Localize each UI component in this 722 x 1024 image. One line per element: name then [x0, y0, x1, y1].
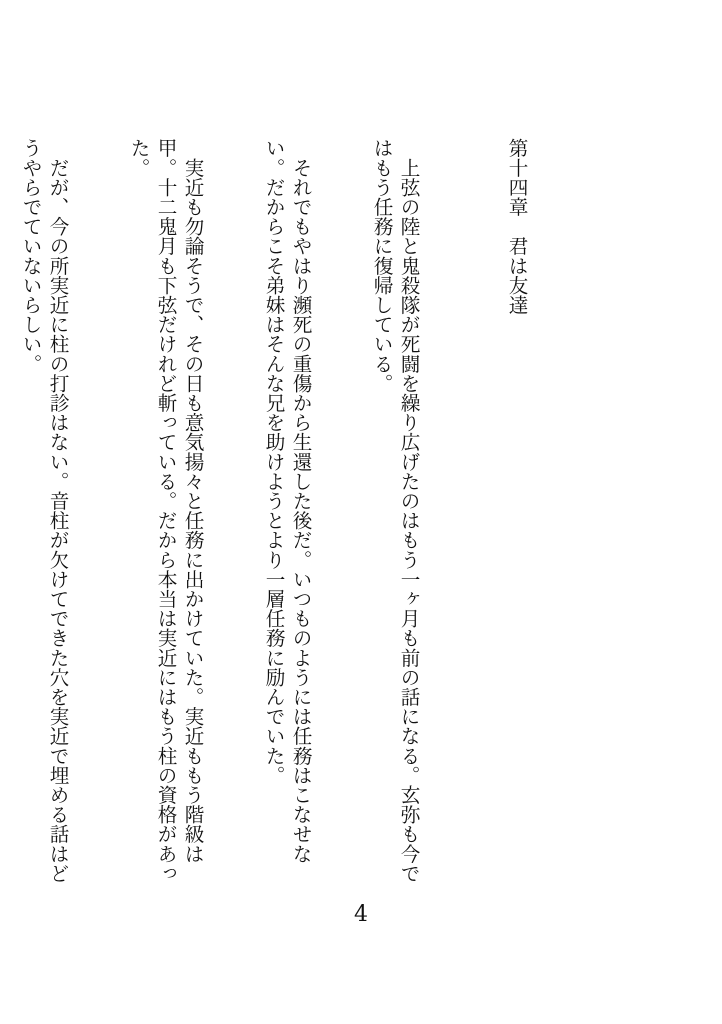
chapter-title: 第十四章 君は友達 — [505, 138, 528, 315]
paragraph-1: 上弦の陸と鬼殺隊が死闘を繰り広げたのはもう一ヶ月も前の話になる。玄弥も今ではもう任務に復帰している。 — [370, 138, 420, 883]
page-number: 4 — [354, 902, 368, 927]
paragraph-2: それでもやはり瀕死の重傷から生還した後だ。いつものようには任務はこなせない。だからこそ弟妹はそんな兄を助けようとより一層任務に励んでいた。 — [262, 138, 312, 864]
paragraph-3: 実近も勿論そうで、その日も意気揚々と任務に出かけていた。実近ももう階級は甲。十二鬼月も下弦だけれど斬っている。だから本当は実近にはもう柱の資格があった。 — [127, 138, 204, 883]
vertical-text-body — [0, 138, 584, 898]
paragraph-4: だが、今の所実近に柱の打診はない。音柱が欠けてできた穴を実近で埋める話はどうやらでていないらしい。 — [19, 138, 69, 883]
